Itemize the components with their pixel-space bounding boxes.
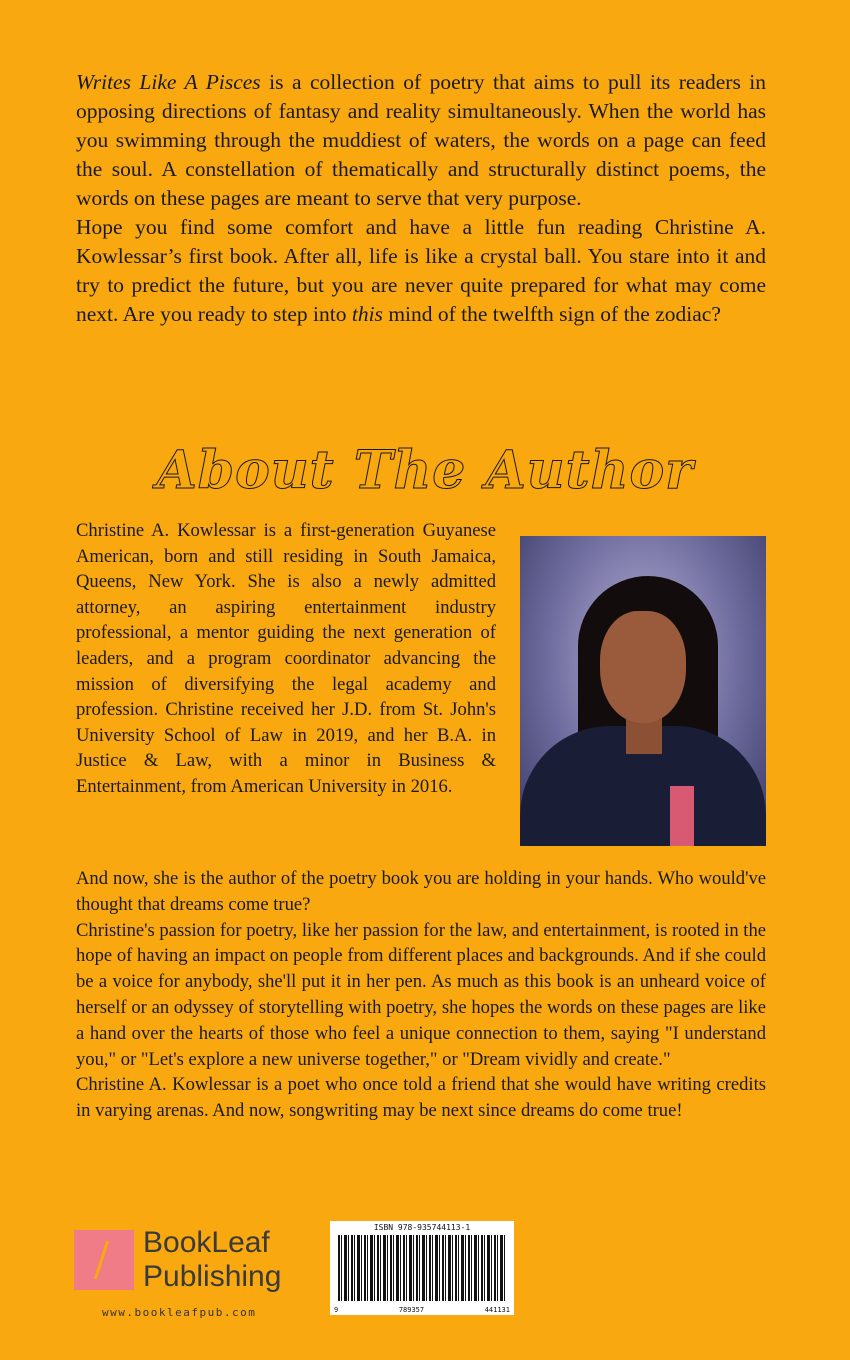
blurb-paragraph-2-end: mind of the twelfth sign of the zodiac? [382,302,721,326]
author-paragraph-4: Christine A. Kowlessar is a poet who once told a friend that she would have writing credits in varying arenas. And now, songwriting may be next since dreams do come true! [76,1074,766,1122]
blurb-paragraph-2-start: Hope you find some comfort and have a little fun reading Christine A. Kowlessar’s first book. After all, life is like a crystal ball. You stare into it and try to predict the future, but you are never quite prepared for what may come next. Are you ready to step into [76,215,766,326]
blurb-emphasis: this [351,302,383,326]
isbn-barcode [330,1221,514,1315]
author-bio-paragraph: Christine A. Kowlessar is a first-generation Guyanese American, born and still residing in South Jamaica, Queens, New York. She is also a newly admitted attorney, an aspiring entertainment industry professional, a mentor guiding the next generation of leaders, and a program coordinator advancing the mission of diversifying the legal academy and profession. Christine received her J.D. from St. John's University School of Law in 2019, and her B.A. in Justice & Law, with a minor in Business & Entertainment, from American University in 2016. [76,520,496,797]
barcode-bars [338,1235,506,1301]
author-paragraph-2: And now, she is the author of the poetry book you are holding in your hands. Who would've thought that dreams come true? [76,868,766,915]
barcode-digits [330,1306,514,1314]
isbn-text: ISBN 978-935744113-1 [373,1223,471,1232]
publisher-name-line1: BookLeaf [143,1226,270,1259]
barcode-digits-right: 441131 [484,1306,510,1314]
barcode-digit-lead: 9 [334,1306,339,1314]
publisher-url: www.bookleafpub.com [102,1306,257,1319]
blurb-paragraph-1-text: is a collection of poetry that aims to pull its readers in opposing directions of fantasy and reality simultaneously. When the world has you swimming through the muddiest of waters, the words on a page can feed the soul. A constellation of thematically and structurally distinct poems, the words on these pages are meant to serve that very purpose. [76,70,767,210]
book-blurb [76,68,766,329]
author-bio [76,518,496,800]
blurb-paragraph-2 [76,213,766,329]
author-paragraph-3: Christine's passion for poetry, like her passion for the law, and entertainment, is rooted in the hope of having an impact on people from different places and backgrounds. And if she could be a voice for anybody, she'll put it in her pen. As much as this book is an unheard voice of herself or an odyssey of storytelling with poetry, she hopes the words on these pages are like a hand over the hearts of those who feel a unique connection to them, saying "I understand you," or "Let's explore a new universe together," or "Dream vividly and create." [76,919,766,1070]
bookleaf-logo-icon [74,1230,134,1290]
barcode-digits-left: 789357 [398,1306,425,1314]
publisher-name-line2: Publishing [143,1260,282,1293]
blurb-paragraph-1 [76,68,766,213]
book-title: Writes Like A Pisces [76,70,261,94]
publisher-name [143,1226,281,1294]
about-author-heading: About The Author [156,440,694,501]
author-photo [520,536,766,846]
author-more-text [76,866,766,1124]
